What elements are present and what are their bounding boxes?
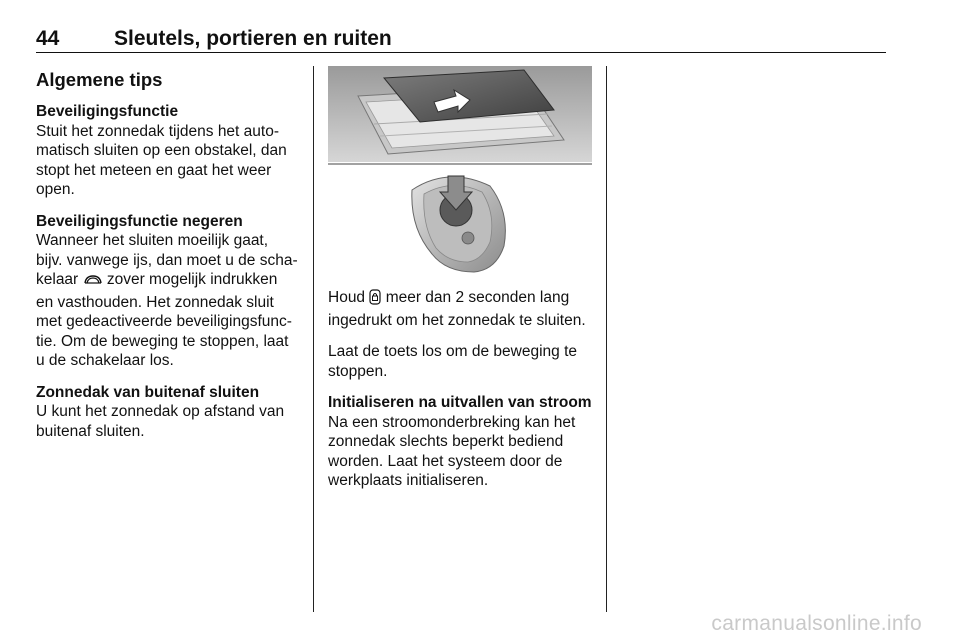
text-line: en vasthouden. Het zonnedak sluit: [36, 293, 274, 311]
sunroof-and-remote-key-illustration: [328, 66, 592, 276]
text-line: Laat de toets los om de beweging te: [328, 343, 578, 360]
text-line: werkplaats initialiseren.: [328, 472, 489, 489]
text-fragment: kelaar: [36, 271, 79, 288]
initialize-block: [328, 393, 596, 491]
text-line: U kunt het zonnedak op afstand van: [36, 403, 285, 420]
text-line: zonnedak slechts beperkt bediend: [328, 433, 564, 450]
block-heading: Beveiligingsfunctie: [36, 103, 179, 120]
block-heading: Zonnedak van buitenaf sluiten: [36, 383, 260, 401]
section-title: Algemene tips: [36, 69, 163, 90]
text-line: tie. Om de beweging te stoppen, laat: [36, 332, 289, 350]
left-column: [36, 68, 302, 453]
chapter-title: Sleutels, portieren en ruiten: [114, 27, 392, 50]
text-line: stoppen.: [328, 362, 388, 380]
text-line: ingedrukt om het zonnedak te sluiten.: [328, 311, 586, 329]
lock-button-icon: [369, 289, 381, 311]
text-line: bijv. vanwege ijs, dan moet u de scha-: [36, 251, 298, 269]
text-line: [36, 271, 277, 288]
text-fragment: meer dan 2 seconden lang: [385, 289, 570, 306]
safety-function-block: [36, 102, 302, 200]
sunroof-switch-icon: [83, 273, 103, 293]
text-line: open.: [36, 181, 75, 198]
override-safety-block: [36, 212, 302, 371]
text-line: buitenaf sluiten.: [36, 422, 145, 440]
close-from-outside-block: [36, 383, 302, 442]
header-rule: [36, 52, 886, 53]
text-line: matisch sluiten op een obstakel, dan: [36, 142, 287, 159]
release-button-text: [328, 342, 596, 381]
page-number: 44: [36, 27, 60, 50]
text-line: worden. Laat het systeem door de: [328, 452, 563, 470]
watermark: carmanualsonline.info: [711, 612, 922, 635]
hold-button-text: [328, 288, 596, 330]
text-line: stopt het meteen en gaat het weer: [36, 161, 272, 179]
block-text: [36, 122, 302, 200]
text-fragment: zover mogelijk indrukken: [106, 271, 278, 288]
column-divider-left: [313, 66, 314, 612]
block-heading: Initialiseren na uitvallen van stroom: [328, 394, 592, 411]
text-line: u de schakelaar los.: [36, 352, 174, 369]
text-line: [328, 289, 569, 306]
middle-column: [328, 288, 596, 503]
text-line: met gedeactiveerde beveiligingsfunc-: [36, 313, 292, 330]
page-header: [36, 27, 886, 51]
text-line: Na een stroomonderbreking kan het: [328, 413, 576, 431]
block-text: [36, 402, 302, 441]
block-text: [328, 413, 596, 491]
text-line: Wanneer het sluiten moeilijk gaat,: [36, 232, 269, 249]
text-fragment: Houd: [328, 289, 366, 306]
column-divider-right: [606, 66, 607, 612]
block-heading: Beveiligingsfunctie negeren: [36, 212, 243, 230]
block-text: [36, 231, 302, 371]
text-line: Stuit het zonnedak tijdens het auto-: [36, 122, 279, 140]
